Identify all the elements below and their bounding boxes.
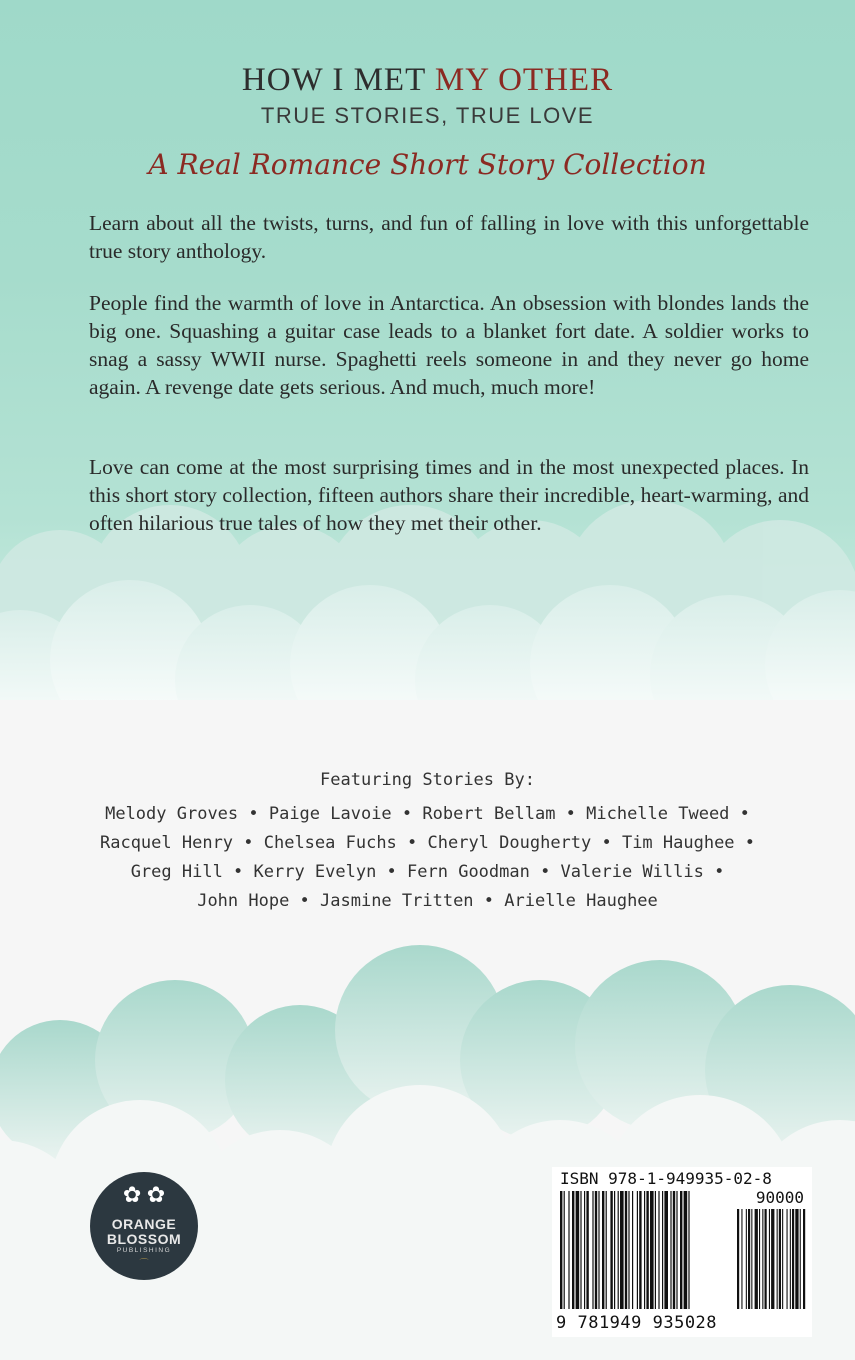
blurb-paragraph-3: Love can come at the most surprising times and in the most unexpected places. In this short story collection, fifteen authors share their incredible, heart-warming, and often hilarious true tales of how they met their other. (89, 455, 809, 535)
blurb-paragraph-2: People find the warmth of love in Antarctica. An obsession with blondes lands the big one. Squashing a guitar case leads to a blanket fort date. A soldier works to snag a sassy WWII nurse. Spaghetti reels someone in and they never go home again. A revenge date gets serious. And much, much more! (89, 291, 809, 399)
author-list (95, 800, 760, 916)
blurb-paragraph-1: Learn about all the twists, turns, and fun of falling in love with this unforgettable true story anthology. (89, 211, 809, 263)
barcode-digits: 9 781949 935028 (556, 1313, 718, 1333)
author-line: Racquel Henry • Chelsea Fuchs • Cheryl Dougherty • Tim Haughee • (99, 833, 756, 853)
author-line: Greg Hill • Kerry Evelyn • Fern Goodman • Valerie Willis • (130, 862, 725, 882)
price-code: 90000 (755, 1188, 804, 1207)
title-part-2: MY OTHER (434, 62, 614, 98)
logo-word-1: ORANGE (111, 1216, 177, 1232)
orange-blossom-flower-icon: ✿ ✿ (122, 1182, 166, 1207)
logo-word-2: BLOSSOM (106, 1231, 182, 1247)
publisher-logo (90, 1172, 198, 1280)
isbn-text: ISBN 978-1-949935-02-8 (560, 1169, 772, 1188)
book-title (0, 62, 855, 99)
author-line: John Hope • Jasmine Tritten • Arielle Haughee (197, 891, 658, 911)
logo-word-3: PUBLISHING (116, 1247, 172, 1254)
book-tagline: A Real Romance Short Story Collection (148, 148, 707, 181)
isbn-barcode (552, 1167, 812, 1337)
book-subtitle: TRUE STORIES, TRUE LOVE (260, 103, 595, 128)
featuring-heading: Featuring Stories By: (320, 770, 535, 790)
author-line: Melody Groves • Paige Lavoie • Robert Bellam • Michelle Tweed • (105, 804, 750, 824)
title-part-1: HOW I MET (241, 62, 435, 98)
logo-flourish-icon: ⌒ (139, 1258, 149, 1268)
barcode-bars (552, 1167, 812, 1337)
